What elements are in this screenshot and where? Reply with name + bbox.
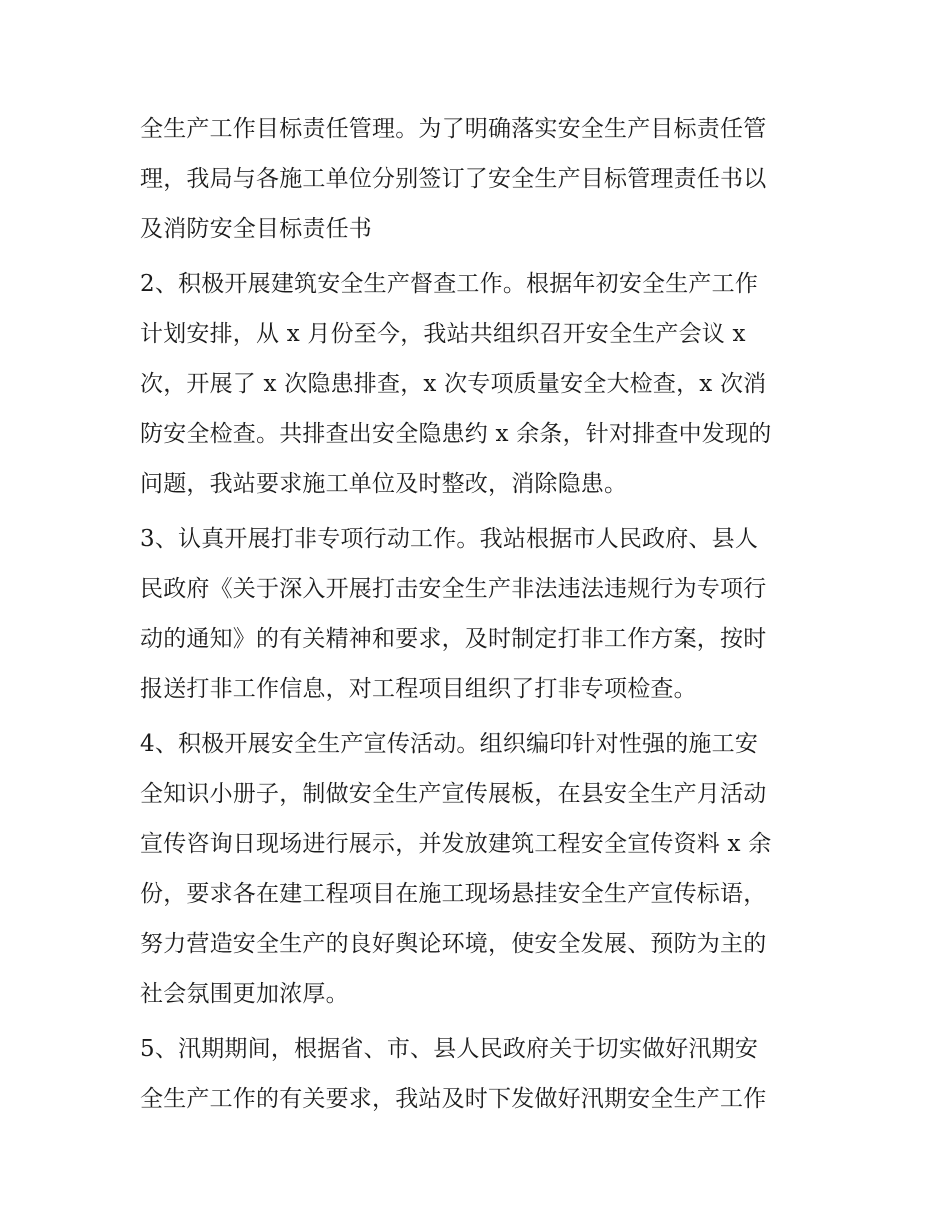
text-line: 报送打非工作信息，对工程项目组织了打非专项检查。: [140, 676, 697, 702]
text-line: 全生产工作的有关要求，我站及时下发做好汛期安全生产工作: [140, 1086, 767, 1112]
text-line: 努力营造安全生产的良好舆论环境，使安全发展、预防为主的: [140, 931, 767, 957]
text-line: 民政府《关于深入开展打击安全生产非法违法违规行为专项行: [140, 576, 767, 602]
text-line: 及消防安全目标责任书: [140, 216, 372, 242]
text-line: 动的通知》的有关精神和要求，及时制定打非工作方案，按时: [140, 626, 767, 652]
text-line: 社会氛围更加浓厚。: [140, 981, 349, 1007]
text-line: 计划安排，从 x 月份至今，我站共组织召开安全生产会议 x: [140, 321, 746, 347]
text-line: 份，要求各在建工程项目在施工现场悬挂安全生产宣传标语，: [140, 881, 767, 907]
text-line: 次，开展了 x 次隐患排查，x 次专项质量安全大检查，x 次消: [140, 371, 767, 397]
text-line: 理，我局与各施工单位分别签订了安全生产目标管理责任书以: [140, 166, 767, 192]
text-line: 全生产工作目标责任管理。为了明确落实安全生产目标责任管: [140, 116, 767, 142]
text-line: 问题，我站要求施工单位及时整改，消除隐患。: [140, 471, 628, 497]
text-line: 5、汛期期间，根据省、市、县人民政府关于切实做好汛期安: [140, 1036, 759, 1062]
text-line: 宣传咨询日现场进行展示，并发放建筑工程安全宣传资料 x 余: [140, 831, 772, 857]
text-line: 4、积极开展安全生产宣传活动。组织编印针对性强的施工安: [140, 731, 759, 757]
text-line: 防安全检查。共排查出安全隐患约 x 余条，针对排查中发现的: [140, 421, 772, 447]
text-line: 全知识小册子，制做安全生产宣传展板，在县安全生产月活动: [140, 781, 767, 807]
text-line: 2、积极开展建筑安全生产督查工作。根据年初安全生产工作: [140, 271, 759, 297]
text-line: 3、认真开展打非专项行动工作。我站根据市人民政府、县人: [140, 526, 759, 552]
